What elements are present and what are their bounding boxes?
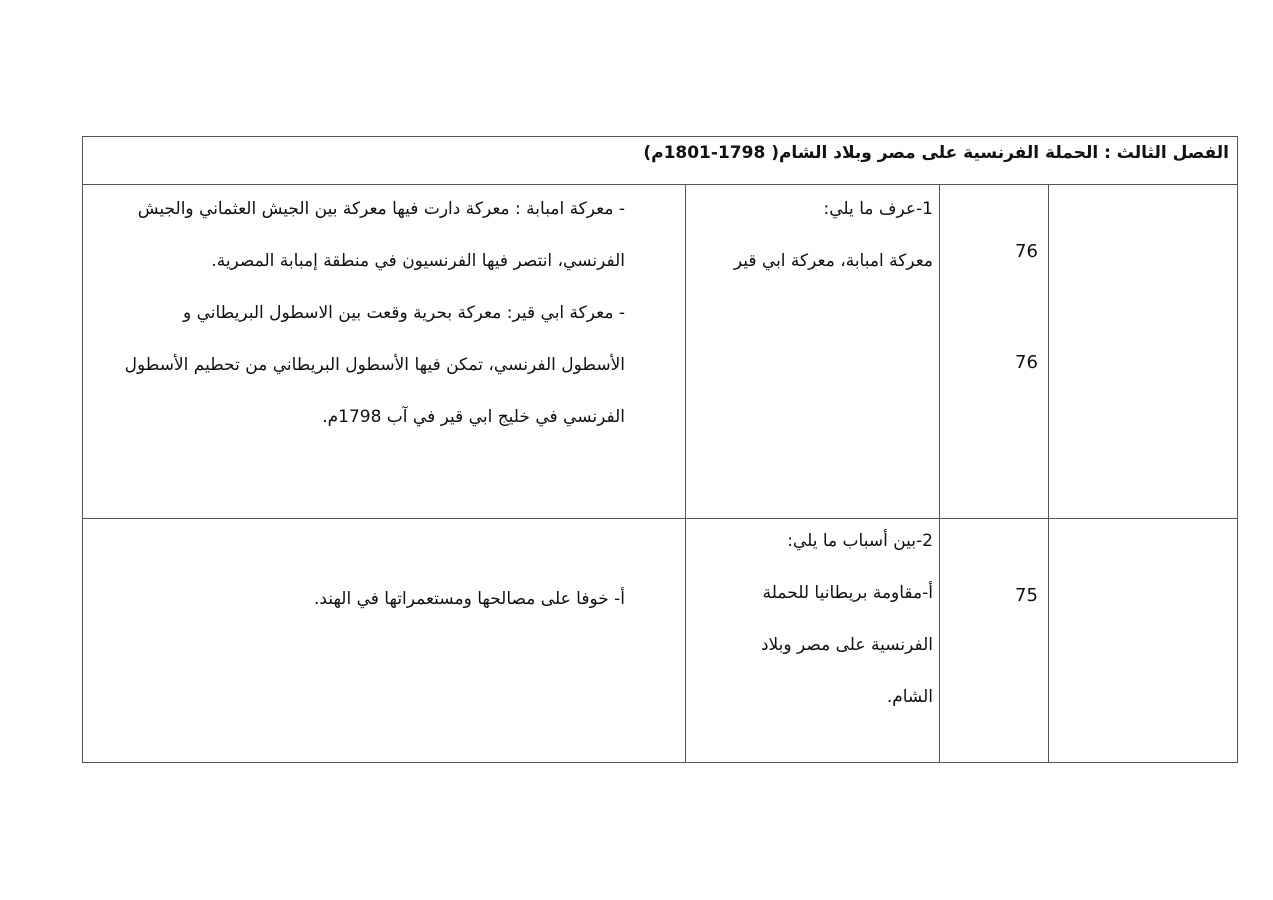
- table-header-row: [83, 137, 1237, 185]
- column-divider: [685, 185, 686, 762]
- column-divider: [939, 185, 940, 762]
- question-cell: [733, 515, 933, 723]
- question-title: 1-عرف ما يلي:: [823, 199, 933, 219]
- page-reference: 75: [1015, 585, 1038, 606]
- column-divider: [1048, 185, 1049, 762]
- answer-item: - معركة ابي قير: معركة بحرية وقعت بين الاسطول البريطاني و الأسطول الفرنسي، تمكن فيها الأسطول البريطاني من تحطيم الأسطول الفرنسي في خليج ابي قير في آب 1798م.: [124, 303, 625, 427]
- question-body: معركة امبابة، معركة ابي قير: [733, 251, 933, 271]
- answer-cell: [115, 183, 625, 443]
- row-divider: [83, 518, 1237, 519]
- answer-item: أ- خوفا على مصالحها ومستعمراتها في الهند.: [314, 589, 625, 609]
- page-reference: 76: [1015, 241, 1038, 262]
- answer-item: - معركة امبابة : معركة دارت فيها معركة بين الجيش العثماني والجيش الفرنسي، انتصر فيها الفرنسيون في منطقة إمبابة المصرية.: [137, 199, 625, 271]
- answer-cell: [115, 573, 625, 625]
- lesson-table: [82, 136, 1238, 763]
- chapter-title: الفصل الثالث : الحملة الفرنسية على مصر وبلاد الشام( 1798-1801م): [643, 143, 1229, 163]
- question-title: 2-بين أسباب ما يلي:: [787, 531, 933, 551]
- page-reference: 76: [1015, 352, 1038, 373]
- question-cell: [733, 183, 933, 287]
- question-body: أ-مقاومة بريطانيا للحملة الفرنسية على مصر وبلاد الشام.: [760, 583, 933, 707]
